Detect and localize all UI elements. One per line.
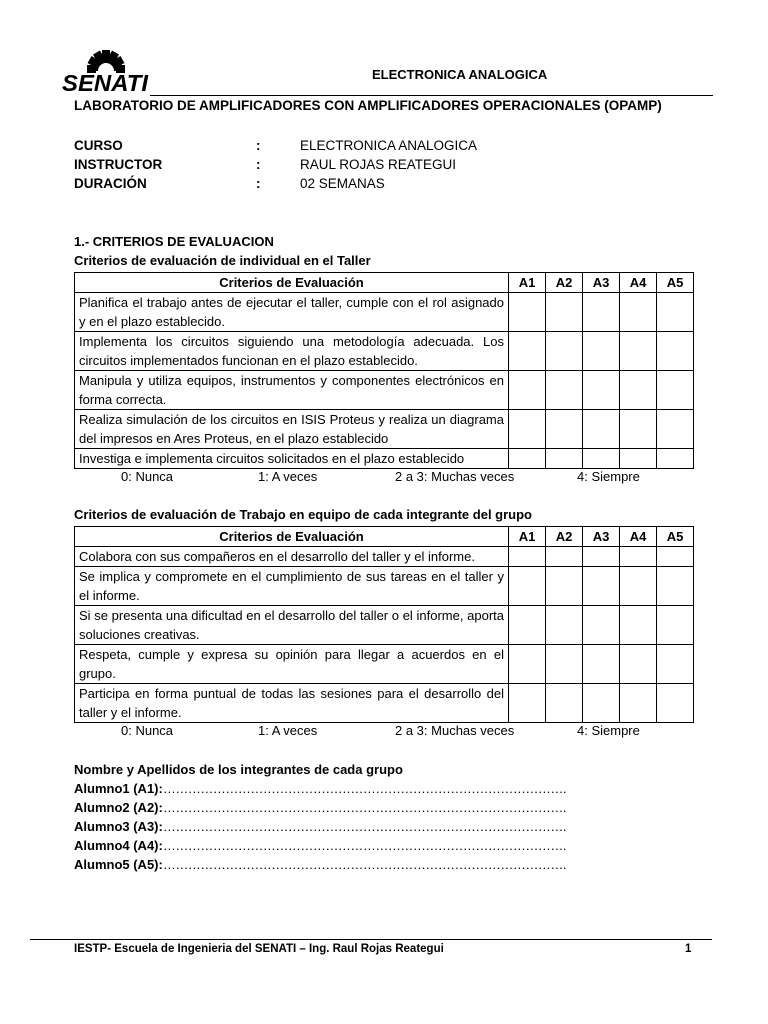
criteria-cell: Realiza simulación de los circuitos en ISIS Proteus y realiza un diagrama del impresos en Ares Proteus, en el plazo establecido — [75, 410, 509, 449]
table-row — [75, 684, 694, 723]
students-section — [74, 760, 566, 874]
score-cell[interactable] — [657, 332, 694, 371]
student-fill-line: ……………………………………………………………………………………. — [162, 857, 566, 872]
criteria-cell: Participa en forma puntual de todas las sesiones para el desarrollo del taller y el informe. — [75, 684, 509, 723]
score-cell[interactable] — [509, 645, 546, 684]
criteria-cell: Implementa los circuitos siguiendo una metodología adecuada. Los circuitos implementados funcionan en el plazo establecido. — [75, 332, 509, 371]
info-label: CURSO — [74, 138, 123, 153]
score-cell[interactable] — [657, 606, 694, 645]
table-row — [75, 371, 694, 410]
student-row[interactable] — [74, 798, 566, 817]
student-row[interactable] — [74, 855, 566, 874]
score-cell[interactable] — [583, 332, 620, 371]
lab-title: LABORATORIO DE AMPLIFICADORES CON AMPLIFICADORES OPERACIONALES (OPAMP) — [74, 98, 662, 113]
criteria-cell: Manipula y utiliza equipos, instrumentos y componentes electrónicos en forma correcta. — [75, 371, 509, 410]
students-heading: Nombre y Apellidos de los integrantes de cada grupo — [74, 762, 403, 777]
info-colon: : — [256, 157, 261, 172]
footer-rule — [30, 939, 712, 940]
evaluation-table-team — [74, 526, 694, 723]
scale-label: 2 a 3: Muchas veces — [395, 469, 515, 484]
column-header: A3 — [583, 527, 620, 547]
info-colon: : — [256, 176, 261, 191]
score-cell[interactable] — [546, 547, 583, 567]
student-label: Alumno5 (A5): — [74, 857, 163, 872]
score-cell[interactable] — [509, 410, 546, 449]
score-cell[interactable] — [657, 410, 694, 449]
score-cell[interactable] — [509, 547, 546, 567]
column-header: A4 — [620, 527, 657, 547]
score-cell[interactable] — [509, 684, 546, 723]
course-title: ELECTRONICA ANALOGICA — [372, 67, 548, 82]
scale-label: 1: A veces — [258, 469, 318, 484]
student-row[interactable] — [74, 836, 566, 855]
info-label: DURACIÓN — [74, 176, 147, 191]
column-header: A4 — [620, 273, 657, 293]
score-cell[interactable] — [620, 449, 657, 469]
section-subheading: Criterios de evaluación de Trabajo en equipo de cada integrante del grupo — [74, 507, 532, 522]
score-cell[interactable] — [583, 371, 620, 410]
criteria-cell: Colabora con sus compañeros en el desarrollo del taller y el informe. — [75, 547, 509, 567]
score-cell[interactable] — [620, 410, 657, 449]
score-cell[interactable] — [509, 332, 546, 371]
column-header: A2 — [546, 527, 583, 547]
score-cell[interactable] — [546, 410, 583, 449]
score-cell[interactable] — [583, 684, 620, 723]
score-cell[interactable] — [509, 371, 546, 410]
table-row — [75, 449, 694, 469]
table-row — [75, 645, 694, 684]
student-row[interactable] — [74, 779, 566, 798]
table-row — [75, 332, 694, 371]
student-label: Alumno3 (A3): — [74, 819, 163, 834]
info-value: 02 SEMANAS — [300, 176, 385, 191]
scale-label: 2 a 3: Muchas veces — [395, 723, 515, 738]
score-cell[interactable] — [657, 293, 694, 332]
student-fill-line: ……………………………………………………………………………………. — [162, 781, 566, 796]
score-cell[interactable] — [620, 371, 657, 410]
score-cell[interactable] — [657, 684, 694, 723]
header-rule — [150, 95, 713, 96]
score-cell[interactable] — [620, 606, 657, 645]
score-cell[interactable] — [620, 293, 657, 332]
scale-label: 1: A veces — [258, 723, 318, 738]
score-cell[interactable] — [509, 449, 546, 469]
column-header: A5 — [657, 527, 694, 547]
logo-text: SENATI — [62, 70, 149, 96]
student-label: Alumno1 (A1): — [74, 781, 163, 796]
info-value: RAUL ROJAS REATEGUI — [300, 157, 457, 172]
table-row — [75, 547, 694, 567]
score-cell[interactable] — [583, 645, 620, 684]
score-cell[interactable] — [509, 567, 546, 606]
table-row — [75, 606, 694, 645]
score-cell[interactable] — [509, 606, 546, 645]
score-cell[interactable] — [546, 684, 583, 723]
table-row — [75, 293, 694, 332]
score-cell[interactable] — [509, 293, 546, 332]
section-subheading: Criterios de evaluación de individual en el Taller — [74, 253, 371, 268]
score-cell[interactable] — [657, 567, 694, 606]
score-cell[interactable] — [657, 449, 694, 469]
criteria-header: Criterios de Evaluación — [75, 527, 509, 547]
score-cell[interactable] — [657, 371, 694, 410]
table-row — [75, 410, 694, 449]
criteria-cell: Se implica y compromete en el cumplimiento de sus tareas en el taller y el informe. — [75, 567, 509, 606]
student-fill-line: ……………………………………………………………………………………. — [162, 800, 566, 815]
score-cell[interactable] — [583, 293, 620, 332]
column-header: A1 — [509, 273, 546, 293]
score-cell[interactable] — [620, 567, 657, 606]
student-label: Alumno2 (A2): — [74, 800, 163, 815]
criteria-header: Criterios de Evaluación — [75, 273, 509, 293]
student-fill-line: ……………………………………………………………………………………. — [162, 819, 566, 834]
column-header: A3 — [583, 273, 620, 293]
score-cell[interactable] — [546, 293, 583, 332]
criteria-cell: Respeta, cumple y expresa su opinión para llegar a acuerdos en el grupo. — [75, 645, 509, 684]
score-cell[interactable] — [546, 567, 583, 606]
score-cell[interactable] — [583, 567, 620, 606]
footer-text: IESTP- Escuela de Ingenieria del SENATI – Ing. Raul Rojas Reategui — [74, 943, 444, 955]
info-label: INSTRUCTOR — [74, 157, 163, 172]
table-row — [75, 567, 694, 606]
score-cell[interactable] — [620, 645, 657, 684]
score-cell[interactable] — [620, 332, 657, 371]
criteria-cell: Si se presenta una dificultad en el desarrollo del taller o el informe, aporta soluciones creativas. — [75, 606, 509, 645]
page-number: 1 — [685, 943, 692, 955]
student-row[interactable] — [74, 817, 566, 836]
student-fill-line: ……………………………………………………………………………………. — [162, 838, 566, 853]
info-colon: : — [256, 138, 261, 153]
score-cell[interactable] — [583, 449, 620, 469]
column-header: A5 — [657, 273, 694, 293]
score-cell[interactable] — [546, 332, 583, 371]
score-cell[interactable] — [583, 606, 620, 645]
info-value: ELECTRONICA ANALOGICA — [300, 138, 478, 153]
score-cell[interactable] — [583, 410, 620, 449]
score-cell[interactable] — [546, 645, 583, 684]
criteria-cell: Investiga e implementa circuitos solicitados en el plazo establecido — [75, 449, 509, 469]
column-header: A2 — [546, 273, 583, 293]
student-label: Alumno4 (A4): — [74, 838, 163, 853]
scale-label: 4: Siempre — [577, 723, 640, 738]
evaluation-table-individual — [74, 272, 694, 469]
score-cell[interactable] — [657, 645, 694, 684]
column-header: A1 — [509, 527, 546, 547]
score-cell[interactable] — [657, 547, 694, 567]
score-cell[interactable] — [620, 547, 657, 567]
score-cell[interactable] — [620, 684, 657, 723]
score-cell[interactable] — [583, 547, 620, 567]
scale-label: 0: Nunca — [121, 469, 174, 484]
score-cell[interactable] — [546, 449, 583, 469]
section-heading: 1.- CRITERIOS DE EVALUACION — [74, 234, 274, 249]
score-cell[interactable] — [546, 606, 583, 645]
criteria-cell: Planifica el trabajo antes de ejecutar el taller, cumple con el rol asignado y en el plazo establecido. — [75, 293, 509, 332]
scale-label: 4: Siempre — [577, 469, 640, 484]
score-cell[interactable] — [546, 371, 583, 410]
scale-label: 0: Nunca — [121, 723, 174, 738]
senati-logo — [62, 50, 172, 100]
